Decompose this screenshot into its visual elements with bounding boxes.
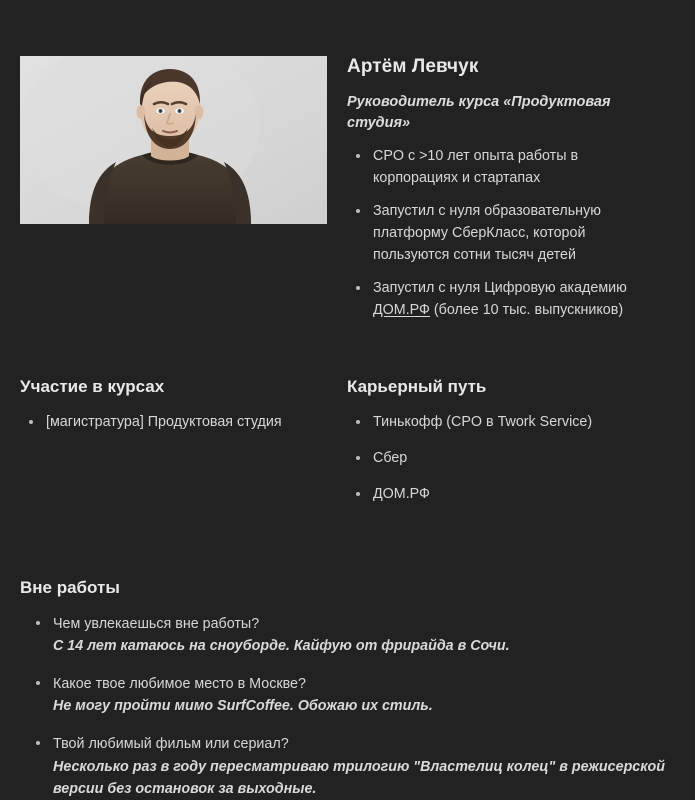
course-name: [магистратура] Продуктовая студия [46,414,282,431]
highlight-text: Запустил с нуля образовательную платформу СберКласс, которой пользуются сотни тысяч детей [373,203,601,263]
list-item [20,412,347,434]
career-entry: Сбер [373,449,408,466]
intro-column [347,56,695,322]
portrait-illustration [20,56,327,224]
qa-question: Чем увлекаешься вне работы? [53,615,260,632]
page-title: Артём Левчук [347,56,479,77]
mid-sections [0,322,695,520]
qa-answer: Несколько раз в году пересматриваю трилогию "Властелиц колец" в режисерской версии без остановок за выходные. [53,758,665,797]
highlight-text: CPO с >10 лет опыта работы в корпорациях и стартапах [373,147,579,186]
qa-answer: С 14 лет катаюсь на сноуборде. Кайфую от фрирайда в Сочи. [53,637,510,654]
list-item [347,412,694,434]
list-item [347,146,647,189]
highlights-list [347,146,685,322]
career-entry: Тинькофф (CPO в Twork Service) [373,414,593,431]
list-item [347,484,694,506]
profile-header [0,0,695,322]
profile-photo [20,56,327,224]
career-list [347,412,694,505]
outside-work-title: Вне работы [20,578,120,598]
qa-question: Какое твое любимое место в Москве? [53,676,306,693]
qa-question: Твой любимый фильм или сериал? [53,736,289,753]
courses-section [0,377,347,520]
career-title: Карьерный путь [347,376,487,396]
outside-work-section [0,519,695,799]
highlight-text: Запустил с нуля Цифровую академию [373,280,627,297]
career-entry: ДОМ.РФ [373,485,430,502]
domrf-link[interactable]: ДОМ.РФ [373,302,430,319]
career-section [347,377,694,520]
list-item [347,278,647,321]
list-item [20,673,675,717]
qa-answer: Не могу пройти мимо SurfCoffee. Обожаю их стиль. [53,698,433,715]
list-item [347,201,647,266]
courses-list [20,412,347,434]
profile-role: Руководитель курса «Продуктовая студия» [347,93,611,131]
list-item [20,613,675,657]
list-item [20,733,675,799]
photo-column [0,56,347,322]
courses-title: Участие в курсах [20,376,165,396]
list-item [347,448,694,470]
highlight-text-tail: (более 10 тыс. выпускников) [429,302,624,319]
